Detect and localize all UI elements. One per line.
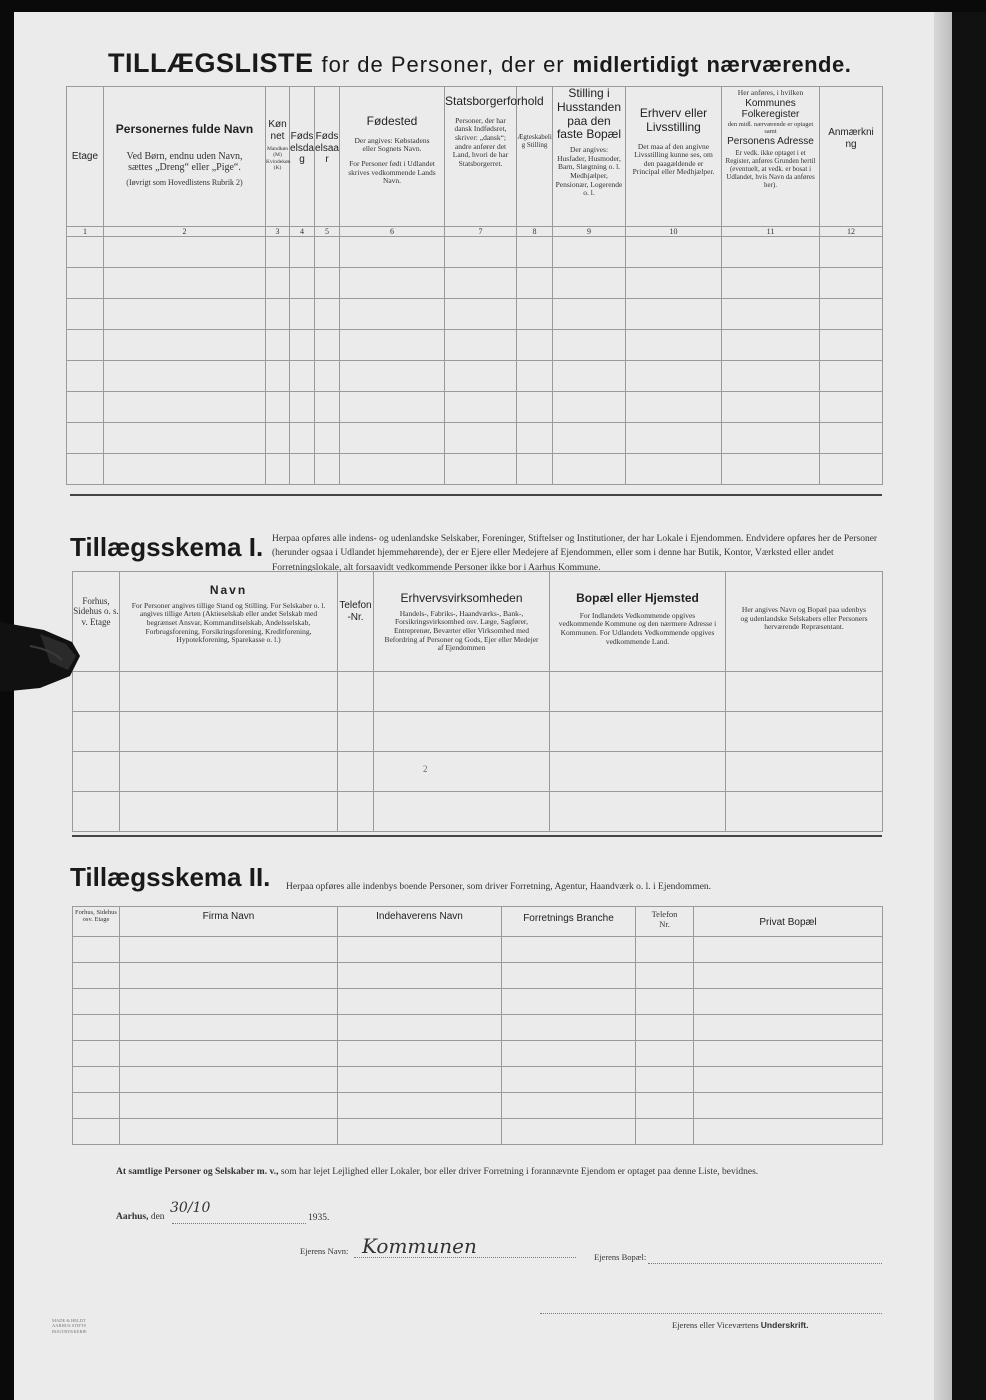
table-cell[interactable] (266, 299, 290, 330)
s1-col-telefon-label: Telefon-Nr. (339, 600, 372, 623)
table-cell[interactable] (73, 1119, 120, 1145)
col-aegteskab-head: Ægteskabelig Stilling (517, 133, 552, 150)
col-anmaerkning (820, 87, 883, 227)
table-cell[interactable] (820, 330, 883, 361)
s2-col-branche-label: Forretnings Branche (523, 913, 614, 924)
col-erhverv (626, 87, 722, 227)
table-cell[interactable] (726, 792, 883, 832)
table-cell[interactable] (338, 712, 374, 752)
num-6: 6 (340, 227, 445, 237)
table-cell[interactable] (266, 392, 290, 423)
title-rest: for de Personer, der er (321, 52, 565, 77)
table-cell[interactable] (120, 1067, 338, 1093)
table-cell[interactable] (517, 330, 553, 361)
year-label: 1935. (308, 1213, 330, 1223)
col-erhverv-text: Det maa af den angivne Livsstilling kunne ses, om den paagældende er Principal eller Medhjælper. (632, 141, 715, 177)
table-row (73, 989, 883, 1015)
table-cell[interactable] (315, 392, 340, 423)
col-koennet (266, 87, 290, 227)
handwritten-owner-name: Kommunen (362, 1234, 477, 1258)
table-cell[interactable] (104, 392, 266, 423)
table-cell[interactable] (553, 299, 626, 330)
table-cell[interactable] (502, 989, 636, 1015)
table-cell[interactable] (290, 392, 315, 423)
title-end: nærværende. (706, 52, 852, 77)
table-cell[interactable] (266, 268, 290, 299)
col-folkeregister-head2: Personens Adresse (727, 135, 814, 147)
table-cell[interactable] (722, 361, 820, 392)
table-cell[interactable] (445, 299, 517, 330)
table-cell[interactable] (290, 268, 315, 299)
table-cell[interactable] (820, 454, 883, 485)
table-cell[interactable] (338, 752, 374, 792)
table-cell[interactable] (502, 963, 636, 989)
table-cell[interactable] (338, 1119, 502, 1145)
table-cell[interactable] (722, 392, 820, 423)
stray-mark: 2 (423, 764, 428, 774)
section-divider-2 (72, 835, 882, 837)
table-row (73, 1015, 883, 1041)
num-8: 8 (517, 227, 553, 237)
table-row (73, 672, 883, 712)
table-cell[interactable] (315, 361, 340, 392)
section-divider (70, 494, 882, 496)
skema2-table (72, 906, 883, 1145)
table-cell[interactable] (517, 299, 553, 330)
tillaegsliste-rows (67, 237, 883, 485)
table-cell[interactable] (553, 237, 626, 268)
col-foedselsaar (315, 87, 340, 227)
s1-col-repr (726, 572, 883, 672)
table-cell[interactable] (290, 299, 315, 330)
table-cell[interactable] (636, 937, 694, 963)
num-12: 12 (820, 227, 883, 237)
s2-col-firma (120, 907, 338, 937)
table-cell[interactable] (626, 237, 722, 268)
skema2-rows (73, 937, 883, 1145)
s1-col-bopael-text: For Indlandets Vedkommende opgives vedkommende Kommune og den nærmere Adresse i Kommunen. For Udlandets Vedkommende opgives vedkommende Land. (558, 610, 717, 646)
table-cell[interactable] (374, 752, 550, 792)
table-cell[interactable] (266, 423, 290, 454)
table-row (67, 237, 883, 268)
col-folkeregister-text: Er vedk. ikke optaget i et Register, anføres Grunden hertil (eventuelt, at vedk. er bosat i Udlandet, hvis Navn da anføres her). (725, 149, 816, 190)
table-cell[interactable] (445, 392, 517, 423)
table-cell[interactable] (550, 712, 726, 752)
table-cell[interactable] (636, 1119, 694, 1145)
table-cell[interactable] (553, 454, 626, 485)
owner-name-label: Ejerens Navn: (300, 1246, 349, 1256)
table-cell[interactable] (820, 268, 883, 299)
table-cell[interactable] (338, 1067, 502, 1093)
table-cell[interactable] (315, 299, 340, 330)
table-cell[interactable] (67, 392, 104, 423)
skema1-title: Tillægsskema I. (70, 532, 264, 562)
col-koennet-text: Mandkøn (M) Kvindekøn (K) (266, 146, 291, 171)
s2-col-etage (73, 907, 120, 937)
table-cell[interactable] (636, 1041, 694, 1067)
s2-col-firma-label: Firma Navn (202, 911, 255, 922)
table-cell[interactable] (315, 454, 340, 485)
s1-col-navn-text: For Personer angives tillige Stand og Stilling. For Selskaber o. l. angives tillige Arten (Aktieselskab eller andet Selskab med begrænset Ansvar, Kommanditselskab, Andelsselskab, Forbrugsforening, Forsikringsforening, Kreditforening, Hypotekforening, Sparekasse o. l.) (131, 600, 326, 645)
col-koennet-head: Kønnet (268, 119, 287, 142)
table-cell[interactable] (374, 672, 550, 712)
table-row (73, 712, 883, 752)
col-anmaerkning-head: Anmærkning (828, 127, 874, 150)
table-cell[interactable] (120, 792, 338, 832)
title-emph: midlertidigt (572, 52, 699, 77)
printer-imprint: MADE & HELDT AARHUS STIFTS BOGTRYKKERIE (52, 1318, 87, 1334)
table-cell[interactable] (722, 299, 820, 330)
col-folkeregister-pre: Her anføres, i hvilken (737, 88, 804, 97)
table-cell[interactable] (104, 361, 266, 392)
col-folkeregister (722, 87, 820, 227)
col-navn-head: Personernes fulde Navn (115, 122, 254, 136)
col-folkeregister-mid: den midl. nærværende er optaget samt (727, 120, 814, 136)
table-cell[interactable] (626, 268, 722, 299)
table-cell[interactable] (722, 268, 820, 299)
table-cell[interactable] (290, 454, 315, 485)
col-navn (104, 87, 266, 227)
s1-col-erhverv (374, 572, 550, 672)
col-etage (67, 87, 104, 227)
table-cell[interactable] (502, 1015, 636, 1041)
table-cell[interactable] (722, 423, 820, 454)
table-cell[interactable] (73, 1067, 120, 1093)
num-2: 2 (104, 227, 266, 237)
signature-label-text: Ejerens eller Viceværtens (672, 1320, 759, 1330)
col-etage-label: Etage (71, 151, 99, 162)
table-cell[interactable] (626, 299, 722, 330)
binder-clip (0, 622, 82, 692)
table-cell[interactable] (73, 937, 120, 963)
table-cell[interactable] (340, 299, 445, 330)
table-cell[interactable] (315, 330, 340, 361)
table-cell[interactable] (445, 423, 517, 454)
table-cell[interactable] (553, 423, 626, 454)
background (952, 12, 986, 1400)
s1-col-repr-text: Her angives Navn og Bopæl paa udenbys og udenlandske Selskabers eller Personers herværende Repræsentant. (740, 605, 868, 632)
table-cell[interactable] (445, 237, 517, 268)
table-cell[interactable] (67, 299, 104, 330)
table-cell[interactable] (120, 1041, 338, 1067)
table-cell[interactable] (67, 454, 104, 485)
col-foedested (340, 87, 445, 227)
table-cell[interactable] (550, 672, 726, 712)
table-cell[interactable] (67, 330, 104, 361)
table-cell[interactable] (820, 361, 883, 392)
table-cell[interactable] (340, 361, 445, 392)
table-cell[interactable] (340, 330, 445, 361)
table-cell[interactable] (626, 454, 722, 485)
table-cell[interactable] (553, 330, 626, 361)
col-foedested-text1: Der angives: Købstadens eller Sognets Navn. (354, 135, 430, 154)
table-cell[interactable] (266, 361, 290, 392)
table-cell[interactable] (290, 361, 315, 392)
table-cell[interactable] (502, 1119, 636, 1145)
table-cell[interactable] (120, 712, 338, 752)
s2-col-branche (502, 907, 636, 937)
table-cell[interactable] (338, 672, 374, 712)
s2-col-telefon-label: Telefon Nr. (651, 909, 678, 929)
num-7: 7 (445, 227, 517, 237)
table-row (73, 1067, 883, 1093)
owner-bopael-label: Ejerens Bopæl: (594, 1252, 647, 1262)
s1-col-etage-label: Forhus, Sidehus o. s. v. Etage (73, 596, 119, 627)
table-cell[interactable] (722, 454, 820, 485)
table-cell[interactable] (550, 752, 726, 792)
table-cell[interactable] (374, 712, 550, 752)
table-cell[interactable] (340, 423, 445, 454)
table-cell[interactable] (340, 237, 445, 268)
skema2-description: Herpaa opføres alle indenbys boende Personer, som driver Forretning, Agentur, Haandværk o. l. i Ejendommen. (286, 882, 712, 892)
col-husstand-text: Der angives: Husfader, Husmoder, Barn, Slægtning o. l. Medhjælper, Pensionær, Logerende o. l. (555, 145, 623, 198)
skema1-description: Herpaa opføres alle indens- og udenlandske Selskaber, Foreninger, Stiftelser og Institutioner, der har Lokale i Ejendommen. Endvidere opføres her de Personer (herunder ogsaa i Udlandet hjemmehørende), der er Ejere eller Medejere af Ejendommen, eller som i denne har Butik, Kontor, Værksted eller andet Forretningslokale, alt forsaavidt vedkommende Personer ikke bor i Aarhus Kommune. (272, 534, 878, 573)
table-row (67, 299, 883, 330)
table-cell[interactable] (694, 937, 883, 963)
table-cell[interactable] (445, 330, 517, 361)
table-row (67, 423, 883, 454)
table-cell[interactable] (67, 268, 104, 299)
table-cell[interactable] (722, 237, 820, 268)
table-cell[interactable] (517, 423, 553, 454)
table-cell[interactable] (290, 237, 315, 268)
table-cell[interactable] (820, 423, 883, 454)
table-cell[interactable] (502, 1067, 636, 1093)
table-cell[interactable] (626, 392, 722, 423)
table-cell[interactable] (694, 1093, 883, 1119)
tillaegsliste-table (66, 86, 883, 485)
table-row (73, 1041, 883, 1067)
table-cell[interactable] (340, 268, 445, 299)
col-foedselsdag-head: Fødselsdag (290, 131, 314, 165)
table-row (73, 1119, 883, 1145)
skema1-table (72, 571, 883, 832)
s2-col-indehaver (338, 907, 502, 937)
certification-text (116, 1166, 882, 1179)
table-cell[interactable] (315, 423, 340, 454)
table-cell[interactable] (820, 299, 883, 330)
table-cell[interactable] (338, 989, 502, 1015)
table-cell[interactable] (722, 330, 820, 361)
signature-line (540, 1312, 882, 1314)
table-cell[interactable] (517, 237, 553, 268)
col-statsborger-text: Personer, der har dansk Indfødsret, skriver: „dansk“; andre anfører det Land, hvori de har Statsborgerret. (452, 115, 509, 168)
table-cell[interactable] (73, 752, 120, 792)
col-husstand-head: Stilling i Husstanden paa den faste Bopæl (556, 86, 622, 142)
place-name: Aarhus, (116, 1212, 149, 1222)
table-cell[interactable] (290, 330, 315, 361)
table-cell[interactable] (120, 989, 338, 1015)
table-cell[interactable] (626, 423, 722, 454)
table-cell[interactable] (104, 423, 266, 454)
page-edge (934, 12, 952, 1400)
table-cell[interactable] (73, 963, 120, 989)
table-cell[interactable] (694, 1015, 883, 1041)
table-cell[interactable] (266, 330, 290, 361)
table-cell[interactable] (636, 989, 694, 1015)
table-cell[interactable] (73, 989, 120, 1015)
num-10: 10 (626, 227, 722, 237)
table-cell[interactable] (636, 1093, 694, 1119)
table-cell[interactable] (120, 937, 338, 963)
table-cell[interactable] (104, 237, 266, 268)
owner-bopael-line (648, 1262, 882, 1264)
table-cell[interactable] (338, 937, 502, 963)
table-cell[interactable] (338, 1093, 502, 1119)
col-foedselsdag (290, 87, 315, 227)
page-title (108, 48, 851, 79)
skema1-rows (73, 672, 883, 832)
table-cell[interactable] (694, 1041, 883, 1067)
s1-col-telefon (338, 572, 374, 672)
table-cell[interactable] (502, 1041, 636, 1067)
table-cell[interactable] (553, 268, 626, 299)
table-row (67, 361, 883, 392)
col-folkeregister-head: Kommunes Folkeregister (741, 97, 800, 121)
col-erhverv-head: Erhverv eller Livsstilling (639, 106, 708, 134)
table-cell[interactable] (67, 361, 104, 392)
table-cell[interactable] (517, 361, 553, 392)
table-cell[interactable] (636, 1067, 694, 1093)
num-1: 1 (67, 227, 104, 237)
table-cell[interactable] (626, 330, 722, 361)
table-cell[interactable] (104, 454, 266, 485)
col-foedested-text2: For Personer født i Udlandet skrives vedkommende Lands Navn. (348, 159, 436, 186)
table-cell[interactable] (374, 792, 550, 832)
table-cell[interactable] (338, 792, 374, 832)
table-cell[interactable] (694, 963, 883, 989)
table-cell[interactable] (445, 268, 517, 299)
num-11: 11 (722, 227, 820, 237)
date-line (172, 1222, 306, 1224)
table-cell[interactable] (553, 361, 626, 392)
table-cell[interactable] (67, 423, 104, 454)
table-cell[interactable] (266, 237, 290, 268)
table-cell[interactable] (626, 361, 722, 392)
table-cell[interactable] (517, 268, 553, 299)
col-foedselsaar-head: Fødselsaar (315, 131, 339, 165)
table-cell[interactable] (73, 1015, 120, 1041)
s2-col-etage-label: Forhus, Sidehus osv. Etage (75, 909, 117, 924)
table-cell[interactable] (73, 1093, 120, 1119)
table-cell[interactable] (104, 268, 266, 299)
table-cell[interactable] (120, 963, 338, 989)
table-cell[interactable] (553, 392, 626, 423)
table-cell[interactable] (502, 937, 636, 963)
table-row (73, 752, 883, 792)
title-main: TILLÆGSLISTE (108, 48, 314, 78)
s2-col-indehaver-label: Indehaverens Navn (376, 911, 463, 922)
table-row (67, 454, 883, 485)
table-cell[interactable] (120, 1119, 338, 1145)
num-3: 3 (266, 227, 290, 237)
table-cell[interactable] (340, 454, 445, 485)
table-cell[interactable] (120, 752, 338, 792)
table-cell[interactable] (315, 237, 340, 268)
table-cell[interactable] (820, 392, 883, 423)
table-cell[interactable] (726, 672, 883, 712)
table-cell[interactable] (820, 237, 883, 268)
table-cell[interactable] (726, 712, 883, 752)
s1-col-navn (120, 572, 338, 672)
num-5: 5 (315, 227, 340, 237)
s2-col-bopael-label: Privat Bopæl (759, 917, 817, 928)
certification-rest: som har lejet Lejlighed eller Lokaler, bor eller driver Forretning i forannævnte Ejendom er optaget paa denne Liste, bevidnes. (280, 1167, 759, 1177)
table-row (73, 937, 883, 963)
table-cell[interactable] (104, 299, 266, 330)
table-cell[interactable] (445, 361, 517, 392)
table-cell[interactable] (120, 1015, 338, 1041)
table-cell[interactable] (636, 1015, 694, 1041)
table-cell[interactable] (517, 454, 553, 485)
table-cell[interactable] (266, 454, 290, 485)
s2-col-telefon (636, 907, 694, 937)
certification-bold: At samtlige Personer og Selskaber m. v., (116, 1167, 279, 1177)
col-foedested-head: Fødested (366, 114, 418, 128)
table-cell[interactable] (338, 1015, 502, 1041)
skema2-title: Tillægsskema II. (70, 862, 271, 892)
table-row (67, 392, 883, 423)
s1-col-erhverv-text: Handels-, Fabriks-, Haandværks-, Bank-, Forsikringsvirksomhed osv. Læge, Sagfører, Entreprenør, Beværter eller Virksomhed med Befordring af Personer og Gods, Ejer eller Medejer af Ejendommen (384, 608, 539, 653)
table-cell[interactable] (120, 672, 338, 712)
table-cell[interactable] (315, 268, 340, 299)
table-row (67, 268, 883, 299)
handwritten-date: 30/10 (170, 1200, 211, 1216)
col-navn-text: Ved Børn, endnu uden Navn, sættes „Dreng“ eller „Pige“. (126, 150, 243, 174)
table-cell[interactable] (726, 752, 883, 792)
signature-label (672, 1320, 809, 1330)
s1-col-erhverv-head: Erhvervsvirksomheden (400, 591, 523, 605)
table-cell[interactable] (290, 423, 315, 454)
table-cell[interactable] (445, 454, 517, 485)
s1-col-navn-head: Navn (209, 583, 248, 597)
col-husstand (553, 87, 626, 227)
table-row (67, 330, 883, 361)
table-cell[interactable] (67, 237, 104, 268)
table-cell[interactable] (517, 392, 553, 423)
table-cell[interactable] (120, 1093, 338, 1119)
col-statsborger-head: Statsborgerforhold (445, 94, 544, 108)
table-cell[interactable] (694, 1119, 883, 1145)
signature-label-bold: Underskrift. (760, 1320, 809, 1330)
table-row (73, 963, 883, 989)
s1-col-bopael (550, 572, 726, 672)
table-cell[interactable] (340, 392, 445, 423)
table-cell[interactable] (694, 989, 883, 1015)
table-cell[interactable] (338, 963, 502, 989)
table-cell[interactable] (338, 1041, 502, 1067)
table-row (73, 1093, 883, 1119)
table-cell[interactable] (73, 712, 120, 752)
den-label: den (150, 1212, 165, 1222)
table-cell[interactable] (550, 792, 726, 832)
s1-col-bopael-head: Bopæl eller Hjemsted (576, 591, 699, 605)
num-9: 9 (553, 227, 626, 237)
table-cell[interactable] (104, 330, 266, 361)
table-cell[interactable] (636, 963, 694, 989)
table-row (73, 792, 883, 832)
place-label (116, 1212, 165, 1222)
s2-col-bopael (694, 907, 883, 937)
table-cell[interactable] (73, 1041, 120, 1067)
col-navn-note: (Iøvrigt som Hovedlistens Rubrik 2) (126, 177, 243, 187)
table-cell[interactable] (694, 1067, 883, 1093)
table-cell[interactable] (502, 1093, 636, 1119)
num-4: 4 (290, 227, 315, 237)
table-cell[interactable] (73, 792, 120, 832)
